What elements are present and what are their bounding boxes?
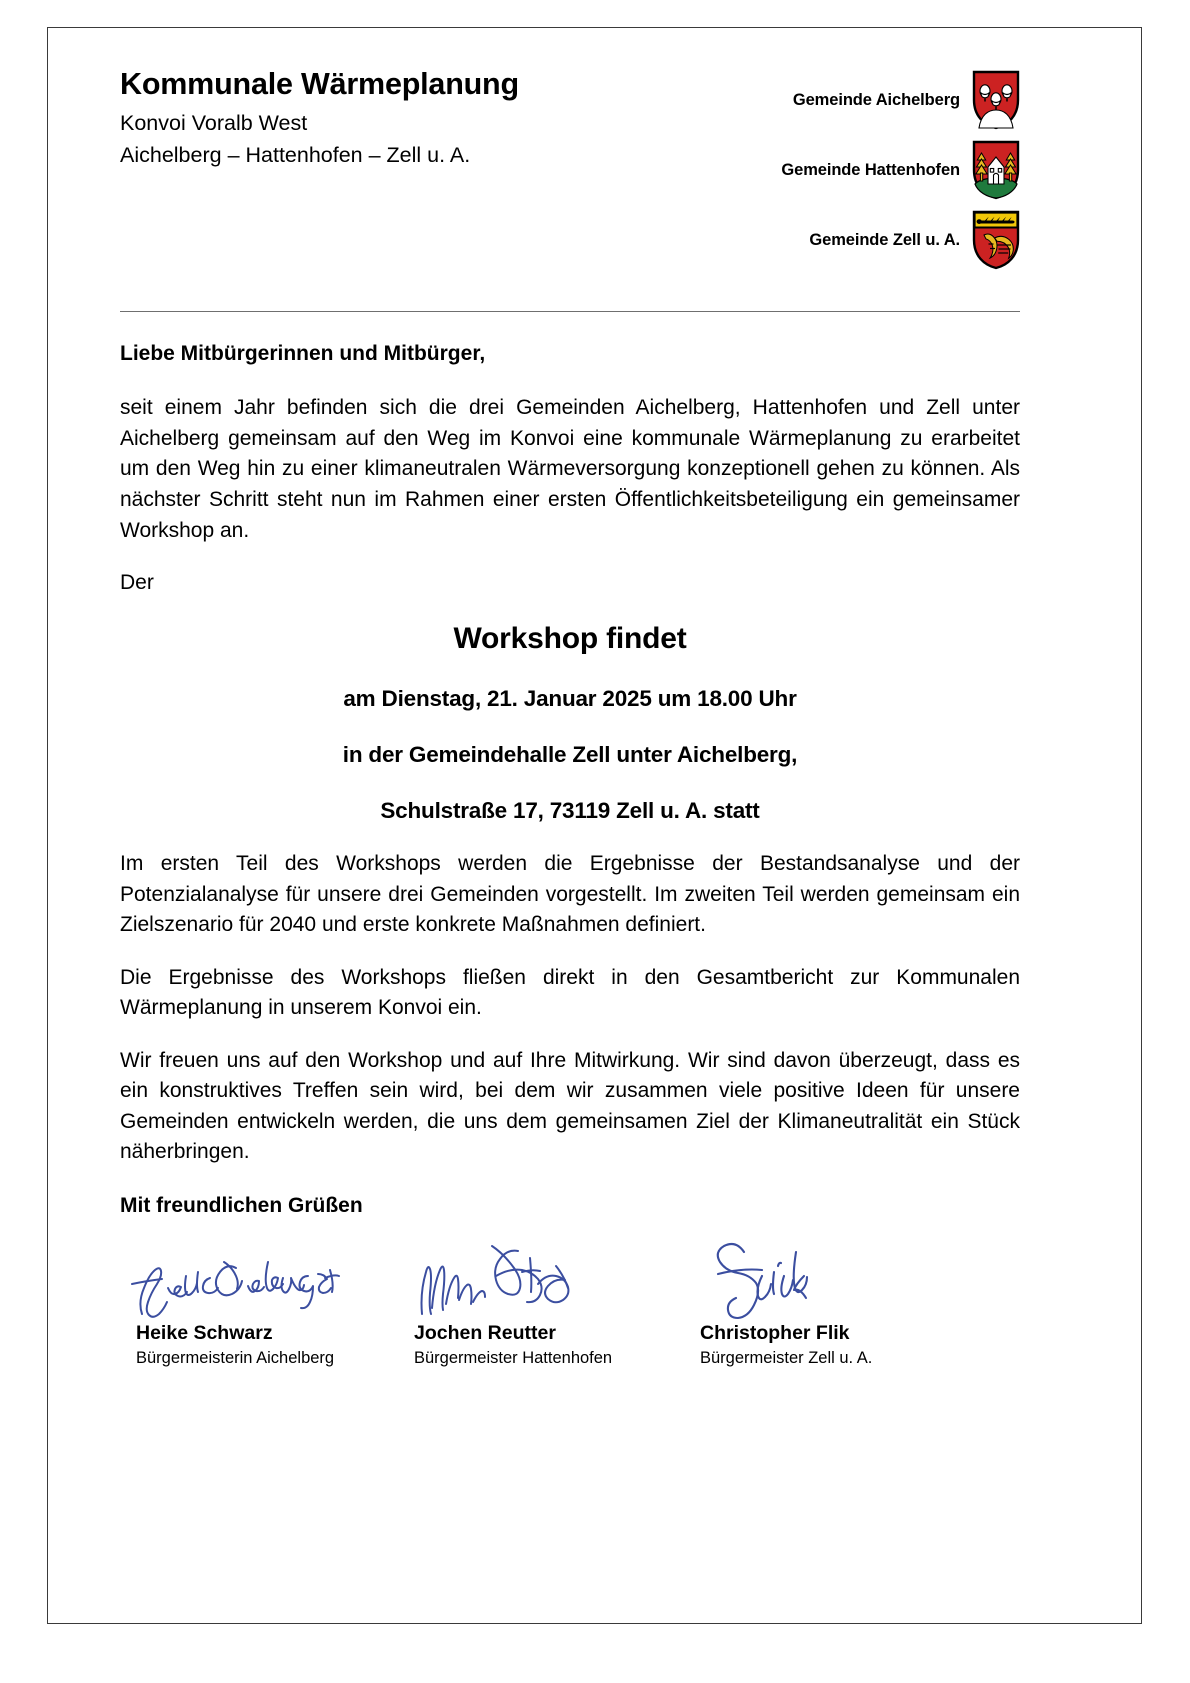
signatory-name: Christopher Flik	[700, 1321, 850, 1344]
signatory-role: Bürgermeister Zell u. A.	[700, 1348, 873, 1367]
letter-body	[120, 339, 1020, 1369]
letterhead	[120, 61, 1020, 275]
paragraph-results: Die Ergebnisse des Workshops fließen direkt in den Gesamtbericht zur Kommunalen Wärmeplanung in unserem Konvoi ein.	[120, 965, 1020, 1020]
salutation: Liebe Mitbürgerinnen und Mitbürger,	[120, 342, 486, 365]
signatory-name: Heike Schwarz	[136, 1321, 273, 1344]
page-title: Kommunale Wärmeplanung	[120, 67, 519, 101]
workshop-address: Schulstraße 17, 73119 Zell u. A. statt	[380, 797, 760, 823]
crest-row-hattenhofen	[700, 135, 1020, 205]
signature-block-christopher-flik	[700, 1230, 990, 1369]
page-content	[120, 61, 1020, 1369]
signature-block-jochen-reutter	[410, 1230, 700, 1369]
handwritten-signature-heike-schwarz-icon	[120, 1230, 370, 1320]
paragraph-intro: seit einem Jahr befinden sich die drei Gemeinden Aichelberg, Hattenhofen und Zell unter Aichelberg gemeinsam auf den Weg im Konvoi eine kommunale Wärmeplanung zu erarbeitet um den Weg hin zu einer klimaneutralen Wärmeversorgung konzeptionell gehen zu können. Als nächster Schritt steht nun im Rahmen einer ersten Öffentlichkeitsbeteiligung ein gemeinsamer Workshop an.	[120, 396, 1020, 542]
paragraph-outlook: Wir freuen uns auf den Workshop und auf Ihre Mitwirkung. Wir sind davon überzeugt, dass es ein konstruktives Treffen sein wird, bei dem wir zusammen viele positive Ideen für unsere Gemeinden entwickeln werden, die uns dem gemeinsamen Ziel der Klimaneutralität ein Stück näherbringen.	[120, 1048, 1020, 1164]
signatory-role: Bürgermeister Hattenhofen	[414, 1348, 613, 1367]
letterhead-titles	[120, 61, 519, 171]
workshop-datetime: am Dienstag, 21. Januar 2025 um 18.00 Uhr	[343, 685, 797, 711]
document-page	[47, 27, 1142, 1624]
handwritten-signature-christopher-flik-icon	[700, 1230, 950, 1320]
crest-label-aichelberg: Gemeinde Aichelberg	[792, 90, 960, 109]
signatory-name: Jochen Reutter	[414, 1321, 556, 1344]
paragraph-agenda: Im ersten Teil des Workshops werden die Ergebnisse der Bestandsanalyse und der Potenzialanalyse für unsere drei Gemeinden vorgestellt. Im zweiten Teil werden gemeinsam ein Zielszenario für 2040 und erste konkrete Maßnahmen definiert.	[120, 852, 1020, 937]
coat-of-arms-hattenhofen-icon	[972, 140, 1020, 200]
closing-greeting: Mit freundlichen Grüßen	[120, 1193, 363, 1217]
signature-row	[120, 1230, 1020, 1369]
handwritten-signature-jochen-reutter-icon	[410, 1230, 660, 1320]
signatory-role: Bürgermeisterin Aichelberg	[136, 1348, 335, 1367]
paragraph-der: Der	[120, 571, 154, 595]
workshop-headline: Workshop findet	[453, 621, 687, 655]
workshop-announcement	[120, 621, 1020, 825]
subtitle-line-1: Konvoi Voralb West	[120, 111, 308, 136]
crest-label-hattenhofen: Gemeinde Hattenhofen	[781, 160, 960, 179]
coat-of-arms-aichelberg-icon	[972, 70, 1020, 130]
municipality-crest-list	[700, 61, 1020, 275]
crest-label-zell: Gemeinde Zell u. A.	[809, 230, 960, 249]
signature-block-heike-schwarz	[120, 1230, 410, 1369]
subtitle-line-2: Aichelberg – Hattenhofen – Zell u. A.	[120, 142, 471, 167]
crest-row-aichelberg	[700, 65, 1020, 135]
header-divider	[120, 311, 1020, 312]
crest-row-zell	[700, 205, 1020, 275]
coat-of-arms-zell-icon	[972, 210, 1020, 270]
workshop-venue: in der Gemeindehalle Zell unter Aichelberg,	[342, 741, 798, 767]
